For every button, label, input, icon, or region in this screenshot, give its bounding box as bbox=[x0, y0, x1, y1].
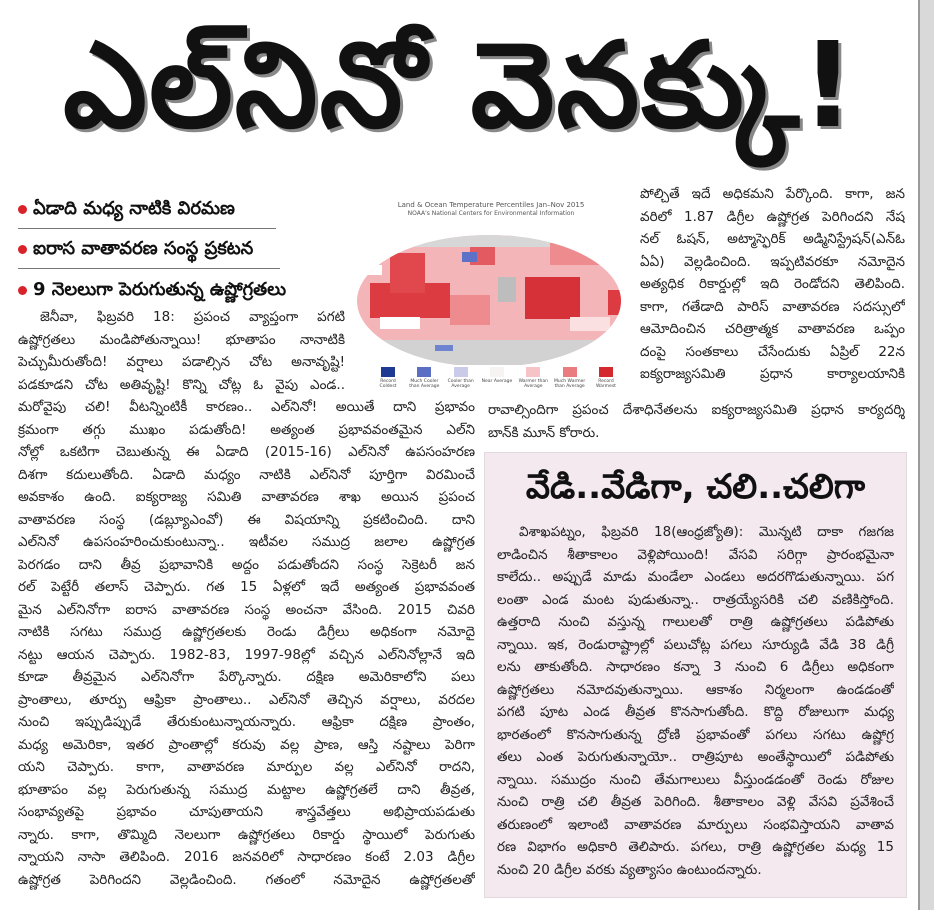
map-legend bbox=[372, 367, 622, 389]
article-column-left bbox=[18, 396, 475, 891]
text-line: న్నాయని నాసా తెలిపింది. 2016 జనవరిలో సాధారణం కంటే 2.03 డిగ్రీల bbox=[18, 849, 475, 865]
divider bbox=[18, 268, 280, 269]
temperature-map-figure bbox=[350, 195, 632, 390]
legend-item bbox=[408, 367, 440, 389]
legend-item bbox=[445, 367, 477, 389]
text-line: రల్ పెట్టేరీ తలాస్ చెప్పారు. గత 15 ఏళ్లలో ఇదే అత్యంత ప్రభావవంత bbox=[18, 579, 475, 595]
divider bbox=[18, 228, 276, 229]
legend-label: Record Coldest bbox=[379, 379, 397, 389]
legend-label: Cooler than Average bbox=[447, 379, 474, 389]
text-line: ఏఏ) వెల్లడించింది. ఇప్పటివరకూ నమోదైన bbox=[640, 253, 905, 270]
legend-item bbox=[481, 367, 513, 389]
legend-label: Warmer than Average bbox=[518, 379, 548, 389]
text-line: పెచ్చుమీరుతోంది! వర్షాలు పడాల్సిన చోట అనావృష్టి! bbox=[18, 354, 345, 370]
text-line: వరిలో 1.87 డిగ్రీల ఉష్ణోగ్రత పెరిగిందని నేష bbox=[640, 208, 905, 225]
legend-label: Much Cooler than Average bbox=[409, 379, 440, 389]
text-line: వాతావరణ సంస్థ (డబ్ల్యూఎంవో) ఈ విషయాన్ని ప్రకటించింది. దాని bbox=[18, 511, 475, 528]
sidebar-article-body bbox=[497, 521, 894, 881]
text-line: కూడా తీవ్రమైన ఎల్‌నినోగా పేర్కొన్నారు. దక్షిణ అమెరికాలోని పలు bbox=[18, 669, 475, 685]
text-line: పడకూడని చోట అతివృష్టి! కొన్ని చోట్ల ఓ వైపు ఎండ.. bbox=[18, 376, 345, 393]
article-column-top bbox=[18, 306, 345, 396]
text-line: విశాఖపట్నం, ఫిబ్రవరి 18(ఆంధ్రజ్యోతి): మొన్నటి దాకా గజగజ bbox=[519, 524, 894, 540]
text-line: న్నాయి. ఇక, రెండురాష్ట్రాల్లో పలుచోట్ల పగలు సూర్యుడి వేడి 38 డిగ్రీ bbox=[497, 636, 894, 653]
text-line: నుంచి ఇప్పుడిప్పుడే తేరుకుంటున్నాయన్నారు. ఆఫ్రికా దక్షిణ ప్రాంతం, bbox=[18, 714, 475, 730]
legend-swatch bbox=[490, 367, 504, 377]
text-line: ఐక్యరాజ్యసమితి ప్రధాన కార్యాలయానికి bbox=[640, 366, 905, 382]
legend-swatch bbox=[599, 367, 613, 377]
legend-item bbox=[372, 367, 404, 389]
legend-label: Much Warmer than Average bbox=[554, 379, 586, 389]
text-line: మధ్య అమెరికా, ఇతర ప్రాంతాల్లో కరువు వల్ల ప్రాణ, ఆస్తి నష్టాలు పెరిగా bbox=[18, 736, 475, 753]
text-line: ఉత్తరాది నుంచి వస్తున్న గాలులతో రాత్రి ఉష్ణోగ్రతలు పడిపోతు bbox=[497, 614, 894, 630]
text-line: దిశగా కదులుతోంది. ఏడాది మధ్యం నాటికి ఎల్‌నినో పూర్తిగా విరమించే bbox=[18, 466, 475, 483]
legend-label: Near Average bbox=[481, 379, 513, 384]
text-line: అత్యధిక రికార్డుల్లో ఇది రెండోదని తెలిపింది. bbox=[640, 276, 905, 292]
page-edge bbox=[920, 0, 934, 910]
legend-label: Record Warmest bbox=[595, 379, 616, 389]
text-line: నుంచి 20 డిగ్రీల వరకు వ్యత్యాసం ఉంటుందన్నారు. bbox=[497, 861, 762, 878]
text-line: మరోవైపు చలి! వీటన్నింటికీ కారణం.. ఎల్‌నినో! అయితే దాని ప్రభావం bbox=[18, 399, 475, 415]
bullet-dot-icon bbox=[18, 205, 27, 214]
text-line: పోల్చితే ఇదే అధికమని పేర్కొంది. కాగా, జన bbox=[640, 186, 905, 202]
text-line: నోల్లో ఒకటిగా చెబుతున్న ఈ ఏడాది (2015-16) ఎల్‌నినో ఉపసంహరణ bbox=[18, 444, 475, 460]
text-line: రావాల్సిందిగా ప్రపంచ దేశాధినేతలను ఐక్యరాజ్యసమితి ప్రధాన కార్యదర్శి bbox=[488, 402, 905, 418]
text-line: భారతంలో కొనసాగుతున్న ద్రోణి ప్రభావంతో పగలు సగటు ఉష్ణోగ్ర bbox=[497, 726, 894, 743]
text-line: పెరగడం దాని తీవ్ర ప్రభావానికి అద్దం పడుతోందని సంస్థ సెక్రెటరీ జన bbox=[18, 556, 475, 573]
legend-swatch bbox=[417, 367, 431, 377]
text-line: మైన ఎల్‌నినోగా ఐరాస వాతావరణ సంస్థ అంచనా వేసింది. 2015 చివరి bbox=[18, 601, 475, 618]
text-line: భూతాపం వల్ల పెరుగుతున్న సముద్ర మట్టాల ఉష్ణోగ్రతలే దాని తీవ్రత, bbox=[18, 781, 475, 798]
text-line: పగటి పూట ఎండ తీవ్రత కొనసాగుతోంది. కొద్ది రోజులుగా మధ్య bbox=[497, 704, 894, 720]
bullet-point-3 bbox=[18, 279, 286, 304]
text-line: అవకాశం ఉంది. ఐక్యరాజ్య సమితి వాతావరణ శాఖ అయిన ప్రపంచ bbox=[18, 489, 475, 505]
text-line: ఉష్ణోగ్రతలు నమోదవుతున్నాయి. ఆకాశం నిర్మలంగా ఉండడంతో bbox=[497, 681, 894, 698]
text-line: న్నారు. కాగా, తొమ్మిది నెలలుగా ఉష్ణోగ్రతలు రికార్డు స్థాయిలో పెరుగుతు bbox=[18, 826, 475, 843]
bullet-point-1 bbox=[18, 198, 235, 223]
text-line: క్రమంగా తగ్గు ముఖం పడుతోంది! అత్యంత ప్రభావవంతమైన ఎల్‌ని bbox=[18, 421, 475, 438]
legend-item bbox=[554, 367, 586, 389]
text-line: కాగా, గతేడాది పారిస్ వాతావరణ సదస్సులో bbox=[640, 298, 905, 315]
text-line: లను తాకుతోంది. సాధారణం కన్నా 3 నుంచి 6 డిగ్రీలు అధికంగా bbox=[497, 659, 894, 675]
bullet-text: 9 నెలలుగా పెరుగుతున్న ఉష్ణోగ్రతలు bbox=[33, 279, 287, 300]
text-line: జెనీవా, ఫిబ్రవరి 18: ప్రపంచ వ్యాప్తంగా పగటి bbox=[40, 309, 345, 325]
legend-item bbox=[590, 367, 622, 389]
sidebar-article-heading: వేడి..వేడిగా, చలి..చలిగా bbox=[525, 467, 866, 507]
article-column-right-continued bbox=[488, 399, 905, 444]
text-line: సంభావ్యతపై ప్రభావం చూపుతాయని శాస్త్రవేత్తలు అభిప్రాయపడుతు bbox=[18, 804, 475, 820]
text-line: దంపై సంతకాలు చేసేందుకు ఏప్రిల్ 22న bbox=[640, 343, 905, 360]
bullet-text: ఏడాది మధ్య నాటికి విరమణ bbox=[33, 198, 235, 219]
text-line: నట్టు ఆయన చెప్పారు. 1982-83, 1997-98ల్లో వచ్చిన ఎల్‌నినోల్లానే ఇది bbox=[18, 646, 475, 663]
text-line: ఉష్ణోగ్రత పెరిగిందని వెల్లడించింది. గతంలో నమోదైన ఉష్ణోగ్రతలతో bbox=[18, 871, 475, 888]
bullet-dot-icon bbox=[18, 245, 27, 254]
text-line: ప్రాంతాలు, తూర్పు ఆఫ్రికా ప్రాంతాలు.. ఎల్‌నినో తెచ్చిన వర్షాలు, వరదల bbox=[18, 691, 475, 708]
bullet-dot-icon bbox=[18, 286, 27, 295]
legend-item bbox=[517, 367, 549, 389]
text-line: నల్ ఓషన్, అట్మాస్ఫెరిక్ అడ్మినిస్ట్రేషన్(ఎన్‌ఓ bbox=[640, 231, 905, 247]
text-line: ఎల్‌నినో ఉపసంహరించుకుంటున్నా.. ఇటీవల సముద్ర జలాల ఉష్ణోగ్రత bbox=[18, 534, 475, 550]
text-line: నాటికి సగటు సముద్ర ఉష్ణోగ్రతలకు రెండు డిగ్రీలు అధికంగా నమోదై bbox=[18, 624, 475, 640]
text-line: లంతా ఎండ మంట పుడుతున్నా.. రాత్రయ్యేసరికి చలి వణికిస్తోంది. bbox=[497, 591, 894, 608]
article-column-right bbox=[640, 183, 905, 386]
text-line: న్నాయి. సముద్రం నుంచి తేమగాలులు వీస్తుండడంతో రెండు రోజుల bbox=[497, 771, 894, 788]
sidebar-article-box bbox=[484, 452, 907, 898]
bullet-point-2 bbox=[18, 238, 253, 263]
legend-swatch bbox=[563, 367, 577, 377]
text-line: యని చెప్పారు. కాగా, వాతావరణ మార్పుల వల్ల ఎల్‌నినో రాదని, bbox=[18, 759, 475, 775]
text-line: ఆమోదించిన చరిత్రాత్మక వాతావరణ ఒప్పం bbox=[640, 321, 905, 337]
bullet-text: ఐరాస వాతావరణ సంస్థ ప్రకటన bbox=[33, 238, 254, 259]
world-map bbox=[350, 195, 632, 365]
text-line: రణ విభాగం అధికారి తెలిపారు. పగలు, రాత్రి ఉష్ణోగ్రతల మధ్య 15 bbox=[497, 839, 894, 855]
legend-swatch bbox=[526, 367, 540, 377]
text-line: లాడించిన శీతాకాలం వెళ్లిపోయింది! వేసవి సరిగ్గా ప్రారంభమైనా bbox=[497, 546, 894, 563]
text-line: తరుణంలో ఇలాంటి వాతావరణ మార్పులు సంభవిస్తాయని వాతావ bbox=[497, 816, 894, 833]
text-line: కాలేదు.. అప్పుడే మాడు మండేలా ఎండలు అదరగొడుతున్నాయి. పగ bbox=[497, 569, 894, 585]
map-title: Land & Ocean Temperature Percentiles Jan–Nov 2015 bbox=[397, 201, 585, 209]
legend-swatch bbox=[381, 367, 395, 377]
text-line: బాన్‌కి మూన్ కోరారు. bbox=[488, 424, 600, 441]
text-line: తలు ఎంత పెరుగుతున్నాయో.. రాత్రిపూట అంతేస్థాయిలో పడిపోతు bbox=[497, 749, 894, 765]
text-line: నుంచి రాత్రి చలి తీవ్రత పెరిగింది. శీతాకాలం వెళ్లి వేసవి ప్రవేశించే bbox=[497, 794, 894, 810]
text-line: ఉష్ణోగ్రతలు మండిపోతున్నాయి! భూతాపం నానాటికి bbox=[18, 331, 345, 348]
main-headline: ఎల్‌నినో వెనక్కు! bbox=[63, 16, 857, 154]
map-subtitle: NOAA's National Centers for Environmental Information bbox=[407, 210, 575, 217]
legend-swatch bbox=[454, 367, 468, 377]
